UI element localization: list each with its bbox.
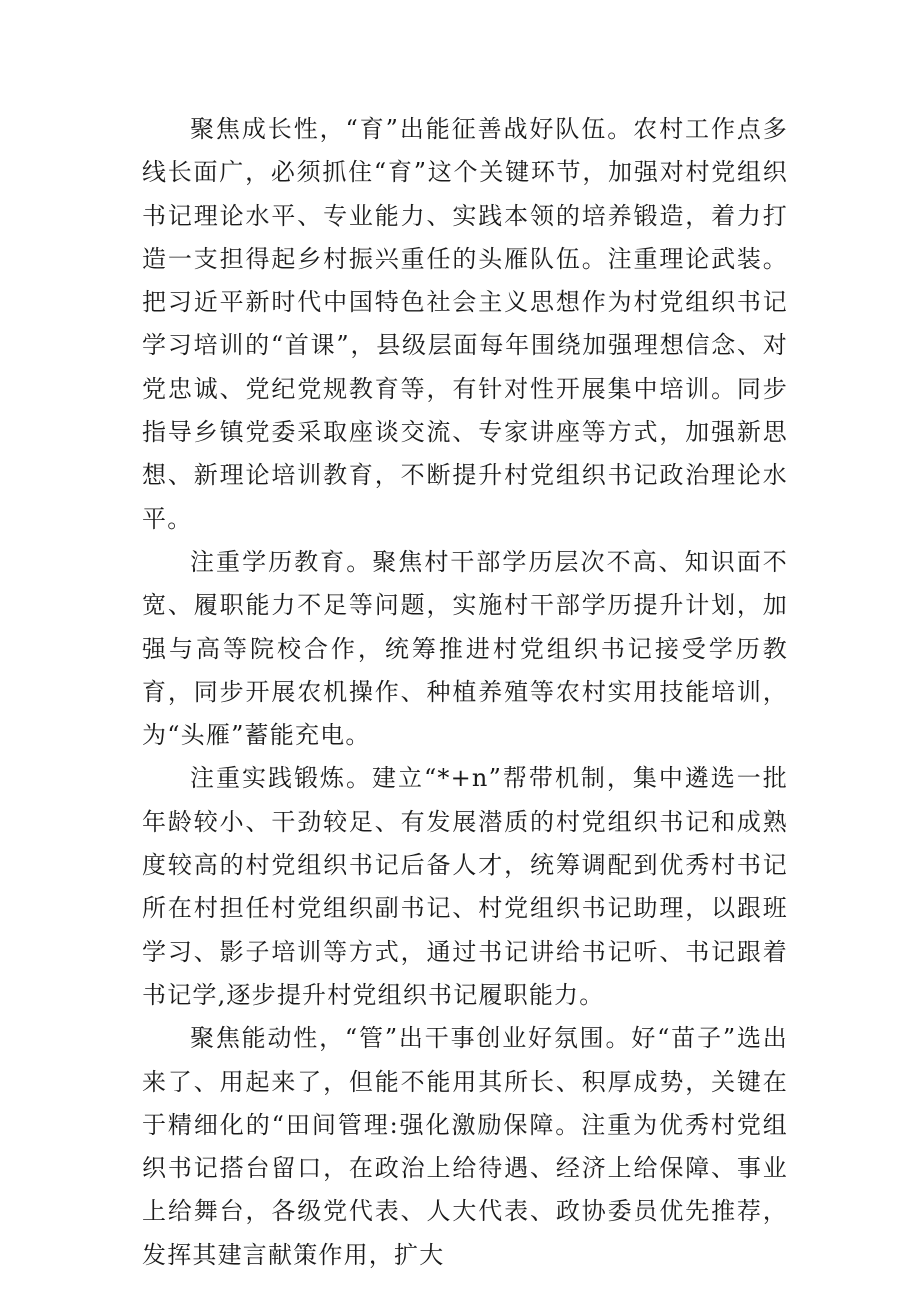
paragraph-cultivate-team: 聚焦成长性，“育”出能征善战好队伍。农村工作点多线长面广，必须抓住“育”这个关键环节，加强对村党组织书记理论水平、专业能力、实践本领的培养锻造，着力打造一支担得起乡村振兴重任的头雁队伍。注重理论武装。把习近平新时代中国特色社会主义思想作为村党组织书记学习培训的“首课”，县级层面每年围绕加强理想信念、对党忠诚、党纪党规教育等，有针对性开展集中培训。同步指导乡镇党委采取座谈交流、专家讲座等方式，加强新思想、新理论培训教育，不断提升村党组织书记政治理论水平。	[142, 115, 788, 533]
paragraph-practice: 注重实践锻炼。建立“*+n”帮带机制，集中遴选一批年龄较小、干劲较足、有发展潜质的村党组织书记和成熟度较高的村党组织书记后备人才，统筹调配到优秀村书记所在村担任村党组织副书记、村党组织书记助理，以跟班学习、影子培训等方式，通过书记讲给书记听、书记跟着书记学,逐步提升村党组织书记履职能力。	[142, 764, 788, 1009]
document-body	[142, 108, 788, 1277]
paragraph-management: 聚焦能动性，“管”出干事创业好氛围。好“苗子”选出来了、用起来了，但能不能用其所长、积厚成势，关键在于精细化的“田间管理:强化激励保障。注重为优秀村党组织书记搭台留口，在政治上给待遇、经济上给保障、事业上给舞台，各级党代表、人大代表、政协委员优先推荐，发挥其建言献策作用，扩大	[142, 1024, 788, 1269]
paragraph-education: 注重学历教育。聚焦村干部学历层次不高、知识面不宽、履职能力不足等问题，实施村干部学历提升计划，加强与高等院校合作，统筹推进村党组织书记接受学历教育，同步开展农机操作、种植养殖等农村实用技能培训，为“头雁”蓄能充电。	[142, 547, 788, 750]
